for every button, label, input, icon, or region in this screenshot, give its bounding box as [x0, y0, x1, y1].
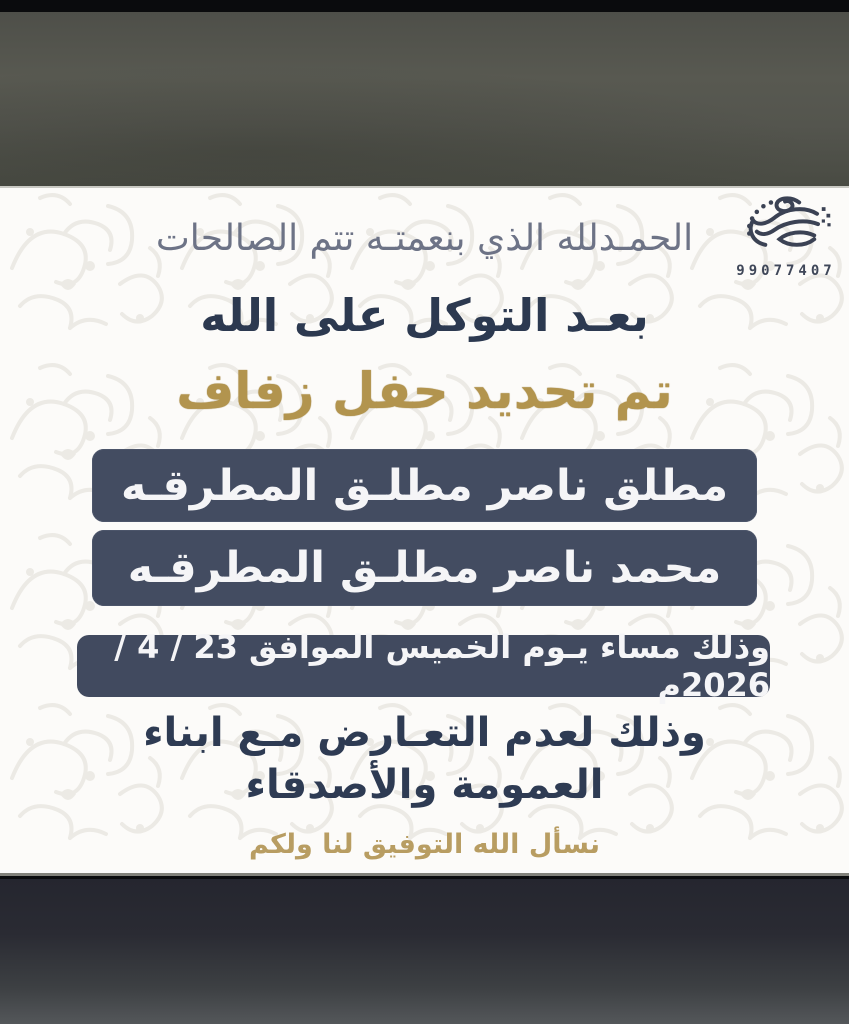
- top-black-strip: [0, 0, 849, 12]
- event-date-box: [77, 628, 770, 704]
- card-content: [0, 188, 849, 873]
- blessing-text: الحمـدلله الذي بنعمتـه تتم الصالحات: [155, 218, 694, 259]
- designer-number: 99077407: [736, 263, 836, 279]
- note-text-line-2: العمومة والأصدقاء: [245, 762, 604, 808]
- announcement-title: تم تحديد حفل زفاف: [176, 362, 673, 420]
- groom-name-box-2: [92, 530, 757, 606]
- event-date-text: وذلك مساء يـوم الخميس الموافق 23 / 4 / 2026م: [114, 628, 770, 704]
- groom-name-1: مطلق ناصر مطلـق المطرقـه: [120, 460, 729, 511]
- groom-name-box-1: [92, 449, 757, 522]
- tawakkul-text: بعـد التوكل على الله: [200, 289, 649, 342]
- groom-name-2: محمد ناصر مطلـق المطرقـه: [127, 543, 722, 593]
- note-text-line-1: وذلك لعدم التعـارض مـع ابناء: [143, 710, 706, 756]
- wedding-invitation-card: [0, 186, 849, 876]
- bottom-photo-band: [0, 879, 849, 1024]
- top-photo-band: [0, 12, 849, 186]
- dua-text: نسأل الله التوفيق لنا ولكم: [248, 829, 601, 860]
